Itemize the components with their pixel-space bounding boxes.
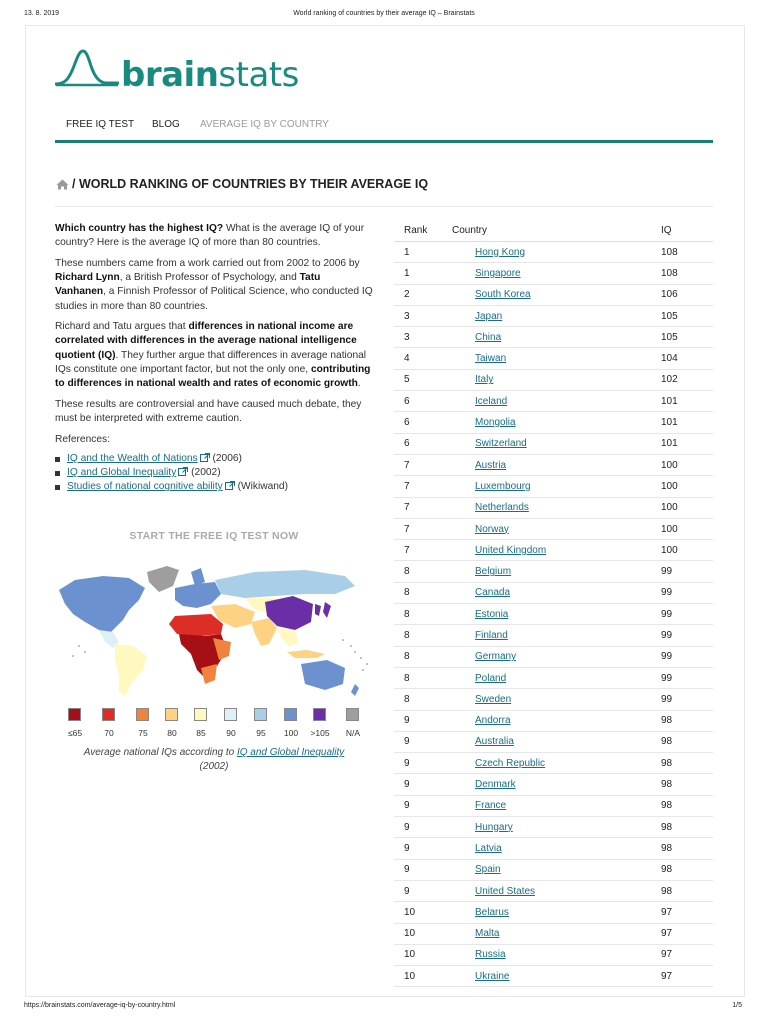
cell-country [452,454,661,475]
ref-note: (Wikiwand) [237,481,288,493]
cell-rank: 8 [394,667,452,688]
intro-p3-a: Richard and Tatu argues that [55,321,189,333]
table-row [394,561,713,582]
cell-rank: 9 [394,774,452,795]
cell-iq: 106 [661,284,713,305]
country-link[interactable]: Hungary [475,821,513,833]
legend-label: 100 [283,728,299,738]
brand-logo[interactable] [55,45,299,95]
country-link[interactable]: Canada [475,587,511,599]
table-row [394,242,713,263]
cell-iq: 99 [661,646,713,667]
table-row [394,540,713,561]
page-title [72,177,428,191]
table-row [394,774,713,795]
ref-note: (2006) [212,452,242,464]
table-row [394,817,713,838]
table-row [394,369,713,390]
legend-swatch [224,708,237,721]
country-link[interactable]: Malta [475,928,500,940]
home-icon[interactable] [56,179,69,190]
map-india [251,618,277,646]
cell-iq: 98 [661,795,713,816]
bell-curve-icon [55,48,119,88]
legend-swatch [165,708,178,721]
cell-country [452,604,661,625]
cell-country [452,305,661,326]
cell-rank: 7 [394,476,452,497]
reference-item [55,452,373,466]
intro-q1-rest: What is the average IQ of your country? Here is the average IQ of more than 80 countries. [55,223,365,249]
cell-iq: 99 [661,625,713,646]
author-vanhanen: Tatu Vanhanen [55,272,321,298]
country-link[interactable]: Japan [475,310,503,322]
legend-label: 95 [256,728,266,738]
cell-country [452,838,661,859]
cell-country [452,817,661,838]
cell-rank: 7 [394,518,452,539]
legend-swatch [254,708,267,721]
map-se-asia [277,628,299,646]
cell-iq: 99 [661,667,713,688]
brand-name-bold: brain [121,55,219,95]
table-row [394,625,713,646]
table-row [394,284,713,305]
cell-country [452,348,661,369]
cell-country [452,582,661,603]
table-row [394,518,713,539]
table-row [394,753,713,774]
print-url: https://brainstats.com/average-iq-by-country.html [24,1002,176,1009]
col-header-iq: IQ [661,219,713,242]
cell-iq: 99 [661,561,713,582]
cell-country [452,774,661,795]
table-row [394,667,713,688]
cell-rank: 10 [394,944,452,965]
cell-iq: 98 [661,859,713,880]
table-row [394,497,713,518]
legend-label: ≤65 [67,728,83,738]
intro-p2-c: , a Finnish Professor of Political Science, who conducted IQ studies in more than 80 countries. [55,286,373,312]
country-link[interactable]: Czech Republic [475,757,546,769]
col-header-rank: Rank [394,219,452,242]
country-link[interactable]: Russia [475,949,506,961]
nav-blog[interactable]: BLOG [152,119,180,130]
cell-iq: 101 [661,433,713,454]
country-link[interactable]: Germany [475,651,517,663]
table-row [394,795,713,816]
table-row [394,476,713,497]
cell-country [452,561,661,582]
cell-iq: 100 [661,454,713,475]
table-row [394,412,713,433]
external-link-icon [225,481,235,490]
cell-country [452,902,661,923]
intro-paragraph-2 [55,257,373,314]
cell-country [452,284,661,305]
cell-country [452,433,661,454]
cell-iq: 100 [661,497,713,518]
cell-rank: 3 [394,305,452,326]
cell-rank: 7 [394,540,452,561]
brand-name-light: stats [218,55,299,95]
table-row [394,327,713,348]
cell-rank: 1 [394,263,452,284]
cell-rank: 10 [394,966,452,987]
intro-p3-bold1: differences in national income are correlated with differences in the average national intelligence quotient (IQ) [55,321,357,361]
cell-iq: 105 [661,305,713,326]
cell-rank: 10 [394,923,452,944]
map-south-america [115,644,147,696]
country-link[interactable]: Switzerland [475,438,527,450]
cell-rank: 5 [394,369,452,390]
cell-iq: 108 [661,263,713,284]
country-link[interactable]: Estonia [475,608,509,620]
cell-country [452,327,661,348]
iq-ranking-table [394,219,713,987]
intro-p2-a: These numbers came from a work carried out from 2002 to 2006 by [55,257,360,269]
cell-rank: 9 [394,710,452,731]
world-iq-map [55,560,373,700]
country-link[interactable]: Andorra [475,715,511,727]
ref-link-cognitive-ability[interactable]: Studies of national cognitive ability [67,481,223,493]
country-link[interactable]: Italy [475,374,494,386]
map-indonesia [287,650,325,658]
cell-iq: 100 [661,540,713,561]
table-row [394,433,713,454]
cell-rank: 9 [394,795,452,816]
country-link[interactable]: Poland [475,672,507,684]
legend-swatch [284,708,297,721]
main-nav [55,112,713,143]
country-link[interactable]: Ukraine [475,970,510,982]
intro-paragraph-1 [55,222,373,250]
ref-link-global-inequality[interactable]: IQ and Global Inequality [67,467,177,479]
cell-country [452,731,661,752]
legend-label: 85 [196,728,206,738]
cell-iq: 98 [661,710,713,731]
cell-rank: 8 [394,646,452,667]
external-link-icon [178,467,188,476]
cell-country [452,689,661,710]
cell-iq: 98 [661,774,713,795]
cell-country [452,263,661,284]
cell-rank: 7 [394,497,452,518]
intro-paragraph-4: These results are controversial and have caused much debate, they must be interpreted with extreme caution. [55,398,362,424]
author-lynn: Richard Lynn [55,272,120,284]
cell-iq: 98 [661,817,713,838]
table-row [394,902,713,923]
page-title-text: WORLD RANKING OF COUNTRIES BY THEIR AVERAGE IQ [78,177,429,191]
map-europe [175,582,221,608]
cell-iq: 97 [661,944,713,965]
intro-p3-bold2: contributing to differences in national wealth and rates of economic growth [55,363,371,390]
map-korea-japan [315,602,331,618]
page-heading [55,174,713,207]
map-north-africa [169,614,223,636]
country-link[interactable]: South Korea [475,289,531,301]
cell-iq: 97 [661,923,713,944]
country-link[interactable]: United Kingdom [475,544,547,556]
cell-country [452,795,661,816]
cell-rank: 8 [394,689,452,710]
legend-label: 75 [138,728,148,738]
cell-country [452,646,661,667]
country-link[interactable]: United States [475,885,536,897]
cell-iq: 108 [661,242,713,263]
cell-rank: 10 [394,902,452,923]
map-greenland [147,566,179,592]
brand-wordmark [121,55,299,95]
legend-swatch [68,708,81,721]
country-link[interactable]: Belarus [475,906,509,918]
cell-iq: 100 [661,518,713,539]
table-row [394,604,713,625]
legend-swatch [102,708,115,721]
table-row [394,838,713,859]
legend-label: N/A [345,728,361,738]
start-iq-test-cta[interactable]: START THE FREE IQ TEST NOW [129,530,299,542]
cell-country [452,859,661,880]
cell-rank: 6 [394,433,452,454]
nav-average-iq-by-country[interactable]: AVERAGE IQ BY COUNTRY [200,119,329,130]
cell-country [452,625,661,646]
cell-iq: 99 [661,604,713,625]
table-row [394,263,713,284]
table-header-row [394,219,713,242]
cell-iq: 98 [661,753,713,774]
cell-rank: 8 [394,582,452,603]
table-row [394,348,713,369]
cell-iq: 101 [661,391,713,412]
table-row [394,582,713,603]
cell-iq: 104 [661,348,713,369]
reference-item [55,466,373,480]
country-link[interactable]: Austria [475,459,507,471]
legend-label: 90 [226,728,236,738]
cell-iq: 98 [661,731,713,752]
legend-label: >105 [310,728,330,738]
map-russia [215,570,355,598]
country-link[interactable]: Netherlands [475,502,529,514]
cell-rank: 3 [394,327,452,348]
cell-country [452,710,661,731]
cell-rank: 7 [394,454,452,475]
cell-country [452,753,661,774]
bullet-icon [55,457,60,462]
legend-swatch [313,708,326,721]
bullet-icon [55,471,60,476]
table-row [394,689,713,710]
table-row [394,646,713,667]
country-link[interactable]: Australia [475,736,514,748]
country-link[interactable]: Luxembourg [475,480,531,492]
cell-iq: 98 [661,838,713,859]
nav-free-iq-test[interactable]: FREE IQ TEST [66,119,135,130]
cell-iq: 99 [661,582,713,603]
caption-year: (2002) [199,761,229,772]
intro-paragraph-3 [55,320,373,391]
cell-country [452,476,661,497]
map-australia [301,660,345,690]
map-north-america [59,576,145,638]
cell-iq: 97 [661,902,713,923]
intro-p3-b: . They further argue that differences in average national IQs constitute one important factor, but not the only one, [55,349,367,375]
cell-country [452,369,661,390]
table-row [394,731,713,752]
cell-rank: 8 [394,625,452,646]
intro-text [55,222,373,495]
country-link[interactable]: Sweden [475,693,512,705]
table-row [394,710,713,731]
cell-country [452,923,661,944]
map-legend [55,708,373,742]
cell-rank: 8 [394,561,452,582]
cell-iq: 101 [661,412,713,433]
table-row [394,305,713,326]
table-row [394,923,713,944]
print-date: 13. 8. 2019 [24,10,60,17]
cell-rank: 1 [394,242,452,263]
cell-iq: 102 [661,369,713,390]
cell-country [452,412,661,433]
legend-label: 80 [167,728,177,738]
legend-swatch [194,708,207,721]
intro-question: Which country has the highest IQ? [55,223,224,234]
intro-p2-b: , a British Professor of Psychology, and [119,272,300,284]
cell-rank: 8 [394,604,452,625]
cell-country [452,497,661,518]
table-row [394,859,713,880]
map-caption [55,746,373,774]
print-page-number: 1/5 [732,1002,742,1009]
country-link[interactable]: France [475,800,507,812]
cell-rank: 9 [394,817,452,838]
external-link-icon [200,453,210,462]
cell-country [452,944,661,965]
bullet-icon [55,485,60,490]
ref-link-wealth-of-nations[interactable]: IQ and the Wealth of Nations [67,452,198,464]
legend-label: 70 [104,728,114,738]
country-link[interactable]: Mongolia [475,417,516,429]
reference-item [55,480,373,494]
cell-iq: 97 [661,966,713,987]
country-link[interactable]: Taiwan [475,353,507,365]
cell-rank: 9 [394,753,452,774]
table-row [394,966,713,987]
legend-swatch [136,708,149,721]
caption-link-global-inequality[interactable]: IQ and Global Inequality [236,747,345,758]
table-row [394,391,713,412]
country-link[interactable]: Singapore [475,267,521,279]
cell-iq: 105 [661,327,713,348]
cell-rank: 9 [394,859,452,880]
breadcrumb-separator: / [72,177,76,191]
cell-country [452,966,661,987]
legend-swatch [346,708,359,721]
cell-country [452,667,661,688]
country-link[interactable]: Iceland [475,395,508,407]
references-label: References: [55,433,110,445]
country-link[interactable]: Latvia [475,842,502,854]
cell-iq: 100 [661,476,713,497]
country-link[interactable]: Hong Kong [475,246,526,258]
table-row [394,880,713,901]
cell-rank: 6 [394,412,452,433]
print-doc-title: World ranking of countries by their average IQ – Brainstats [293,10,475,17]
cell-rank: 4 [394,348,452,369]
country-link[interactable]: China [475,331,502,343]
ref-note: (2002) [191,467,221,479]
references-list [55,452,373,495]
cell-rank: 9 [394,838,452,859]
cell-rank: 9 [394,731,452,752]
country-link[interactable]: Finland [475,629,508,641]
table-row [394,944,713,965]
country-link[interactable]: Norway [475,523,509,535]
table-row [394,454,713,475]
caption-text: Average national IQs according to [83,747,237,758]
col-header-country: Country [452,219,661,242]
country-link[interactable]: Belgium [475,566,512,578]
cell-iq: 99 [661,689,713,710]
intro-p3-c: . [357,378,361,390]
cell-rank: 6 [394,391,452,412]
cell-country [452,391,661,412]
cell-country [452,880,661,901]
cell-iq: 98 [661,880,713,901]
cell-rank: 9 [394,880,452,901]
map-new-zealand [351,684,359,696]
cell-rank: 2 [394,284,452,305]
cell-country [452,242,661,263]
cell-country [452,518,661,539]
country-link[interactable]: Denmark [475,779,516,791]
cell-country [452,540,661,561]
country-link[interactable]: Spain [475,864,501,876]
